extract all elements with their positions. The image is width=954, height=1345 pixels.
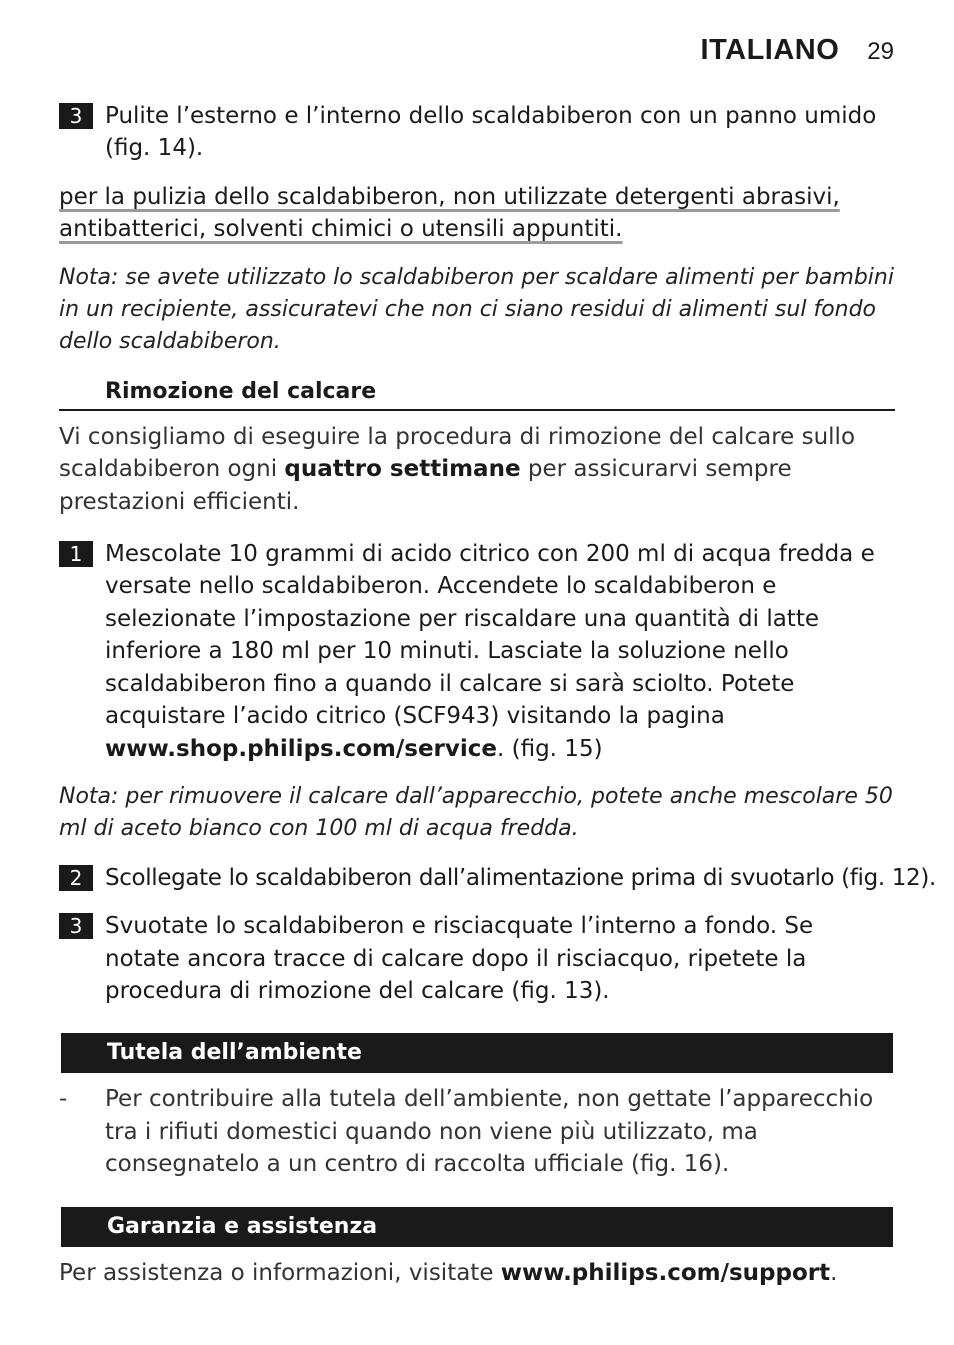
descaling-step-3 [59,910,895,1007]
warranty-text-after: . [830,1259,838,1286]
step-1-suffix: . (fig. 15) [497,735,603,762]
section-heading-environment: Tutela dell’ambiente [61,1033,893,1073]
warning-text [59,181,895,246]
warranty-text [59,1257,895,1289]
shop-link[interactable]: www.shop.philips.com/service [105,735,497,762]
step-number-badge: 3 [59,103,93,129]
language-label: ITALIANO [700,34,840,66]
step-1-text: Mescolate 10 grammi di acido citrico con 200 ml di acqua fredda e versate nello scaldabiberon. Accendete lo scaldabiberon e selezionate l’impostazione per riscaldare una quantità di latte inferiore a 180 ml per 10 minuti. Lasciate la soluzione nello scaldabiberon fino a quando il calcare si sarà sciolto. Potete acquistare l’acido citrico (SCF943) visitando la pagina [105,541,875,730]
step-number-badge: 1 [59,541,93,567]
step-text: Pulite l’esterno e l’interno dello scaldabiberon con un panno umido (fig. 14). [105,103,877,162]
descaling-step-1 [59,538,895,765]
environment-bullet [59,1083,895,1180]
descaling-intro [59,421,895,518]
page-number: 29 [867,38,894,65]
intro-text-after: per assicurarvi sempre prestazioni efficienti. [59,456,792,515]
bullet-dash: - [59,1086,68,1113]
step-text: Svuotate lo scaldabiberon e risciacquate l’interno a fondo. Se notate ancora tracce di calcare dopo il risciacquo, ripetete la procedura di rimozione del calcare (fig. 13). [105,913,814,1004]
section-heading-warranty: Garanzia e assistenza [61,1207,893,1247]
page-header [701,34,894,67]
page-content [59,100,936,1289]
section-heading-descaling: Rimozione del calcare [59,375,895,411]
support-link[interactable]: www.philips.com/support [500,1259,831,1286]
step-number-badge: 2 [59,865,93,891]
note-food: Nota: se avete utilizzato lo scaldabiberon per scaldare alimenti per bambini in un recipiente, assicuratevi che non ci siano residui di alimenti sul fondo dello scaldabiberon. [59,264,894,355]
intro-text-before: Vi consigliamo di eseguire la procedura di rimozione del calcare sullo scaldabiberon ogni [59,423,856,483]
step-text: Scollegate lo scaldabiberon dall’alimentazione prima di svuotarlo (fig. 12). [105,864,936,891]
warranty-text-before: Per assistenza o informazioni, visitate [59,1259,501,1286]
note-vinegar: Nota: per rimuovere il calcare dall’apparecchio, potete anche mescolare 50 ml di aceto bianco con 100 ml di acqua fredda. [59,783,893,842]
step-text [105,538,895,765]
environment-text: Per contribuire alla tutela dell’ambiente, non gettate l’apparecchio tra i rifiuti domestici quando non viene più utilizzato, ma consegnatelo a un centro di raccolta ufficiale (fig. 16). [105,1086,874,1178]
intro-emphasis: quattro settimane [284,456,521,483]
descaling-step-2 [59,862,936,894]
clean-step [59,100,895,165]
step-number-badge: 3 [59,913,93,939]
warning-underlined: per la pulizia dello scaldabiberon, non utilizzate detergenti abrasivi, antibatterici, solventi chimici o utensili appuntiti. [59,183,840,243]
